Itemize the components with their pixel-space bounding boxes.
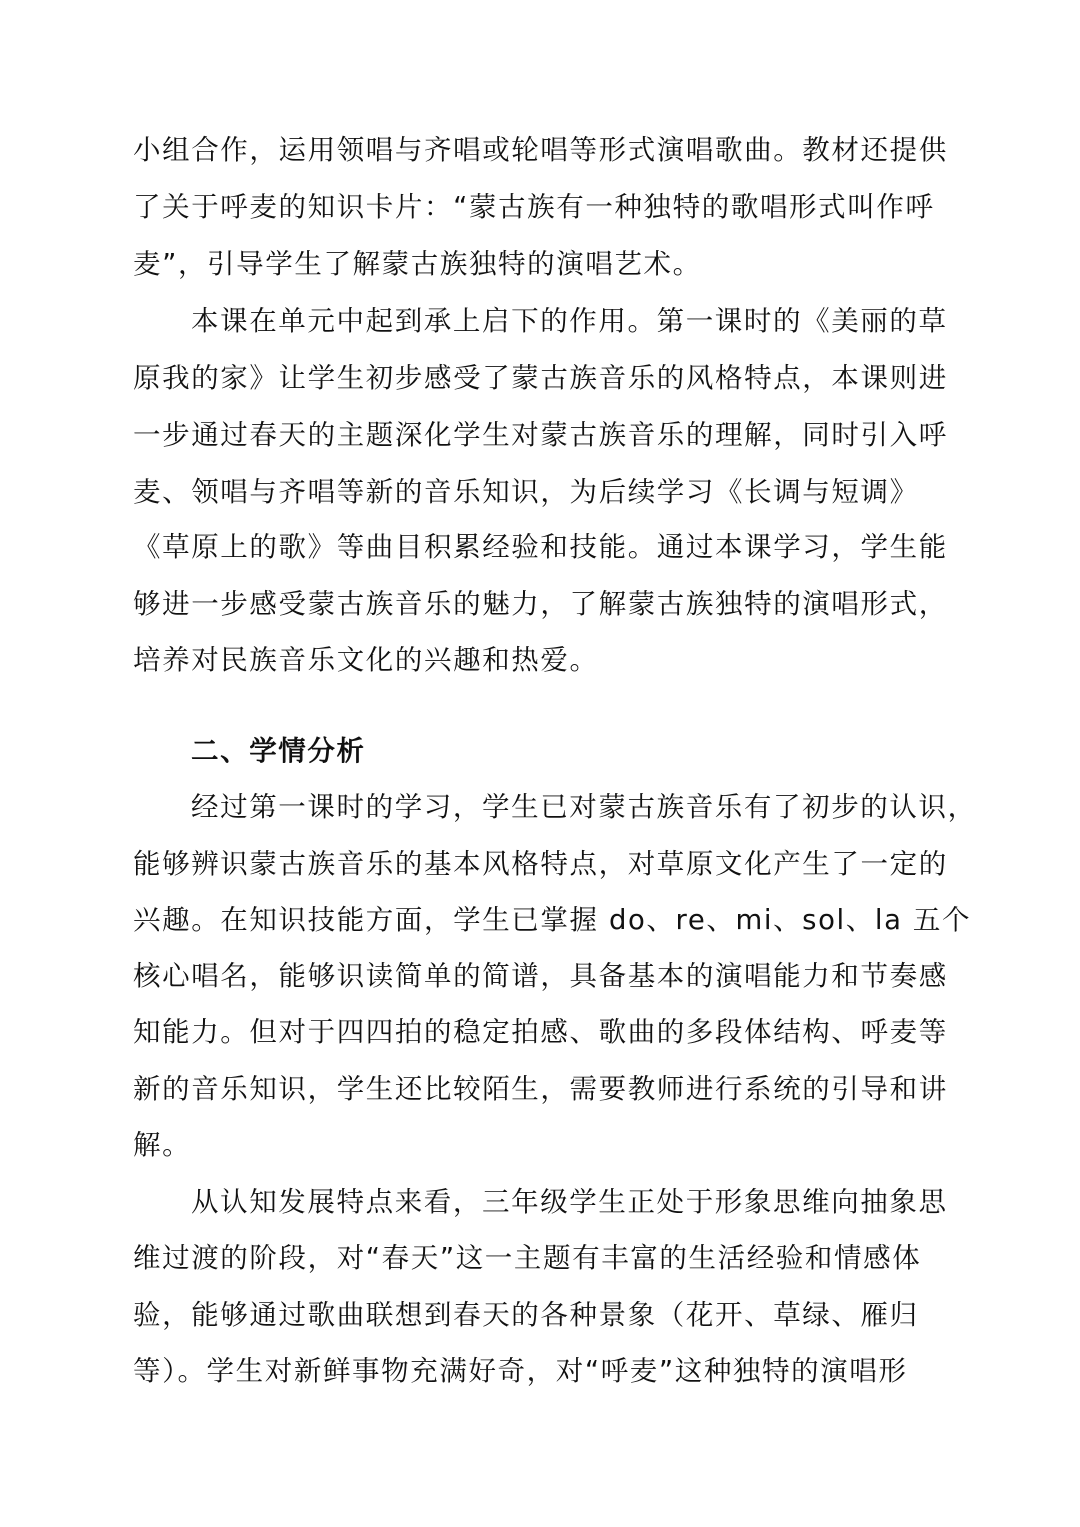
- section-heading: 二、学情分析: [191, 735, 366, 767]
- paragraph-line: 能够辨识蒙古族音乐的基本风格特点，对草原文化产生了一定的: [133, 848, 948, 880]
- paragraph-line: 核心唱名，能够识读简单的简谱，具备基本的演唱能力和节奏感: [133, 960, 948, 992]
- paragraph-line: 原我的家》让学生初步感受了蒙古族音乐的风格特点，本课则进: [133, 362, 948, 394]
- paragraph-line: 培养对民族音乐文化的兴趣和热爱。: [133, 644, 599, 676]
- paragraph-line: 了关于呼麦的知识卡片：“蒙古族有一种独特的歌唱形式叫作呼: [133, 191, 935, 223]
- paragraph-line: 兴趣。在知识技能方面，学生已掌握 do、re、mi、sol、la 五个: [133, 904, 972, 936]
- paragraph-line: 本课在单元中起到承上启下的作用。第一课时的《美丽的草: [191, 305, 948, 337]
- paragraph-line: 验，能够通过歌曲联想到春天的各种景象（花开、草绿、雁归: [133, 1299, 919, 1331]
- paragraph-line: 经过第一课时的学习，学生已对蒙古族音乐有了初步的认识，: [191, 791, 977, 823]
- paragraph-line: 一步通过春天的主题深化学生对蒙古族音乐的理解，同时引入呼: [133, 419, 948, 451]
- paragraph-line: 麦、领唱与齐唱等新的音乐知识，为后续学习《长调与短调》: [133, 476, 919, 508]
- paragraph-line: 够进一步感受蒙古族音乐的魅力，了解蒙古族独特的演唱形式，: [133, 588, 948, 620]
- paragraph-line: 等）。学生对新鲜事物充满好奇，对“呼麦”这种独特的演唱形: [133, 1355, 908, 1387]
- paragraph-line: 新的音乐知识，学生还比较陌生，需要教师进行系统的引导和讲: [133, 1073, 948, 1105]
- paragraph-line: 麦”，引导学生了解蒙古族独特的演唱艺术。: [133, 248, 702, 280]
- paragraph-line: 维过渡的阶段，对“春天”这一主题有丰富的生活经验和情感体: [133, 1242, 922, 1274]
- paragraph-line: 小组合作，运用领唱与齐唱或轮唱等形式演唱歌曲。教材还提供: [133, 134, 948, 166]
- paragraph-line: 知能力。但对于四四拍的稳定拍感、歌曲的多段体结构、呼麦等: [133, 1016, 948, 1048]
- paragraph-line: 解。: [133, 1129, 192, 1161]
- paragraph-line: 从认知发展特点来看，三年级学生正处于形象思维向抽象思: [191, 1186, 948, 1218]
- paragraph-line: 《草原上的歌》等曲目积累经验和技能。通过本课学习，学生能: [133, 531, 948, 563]
